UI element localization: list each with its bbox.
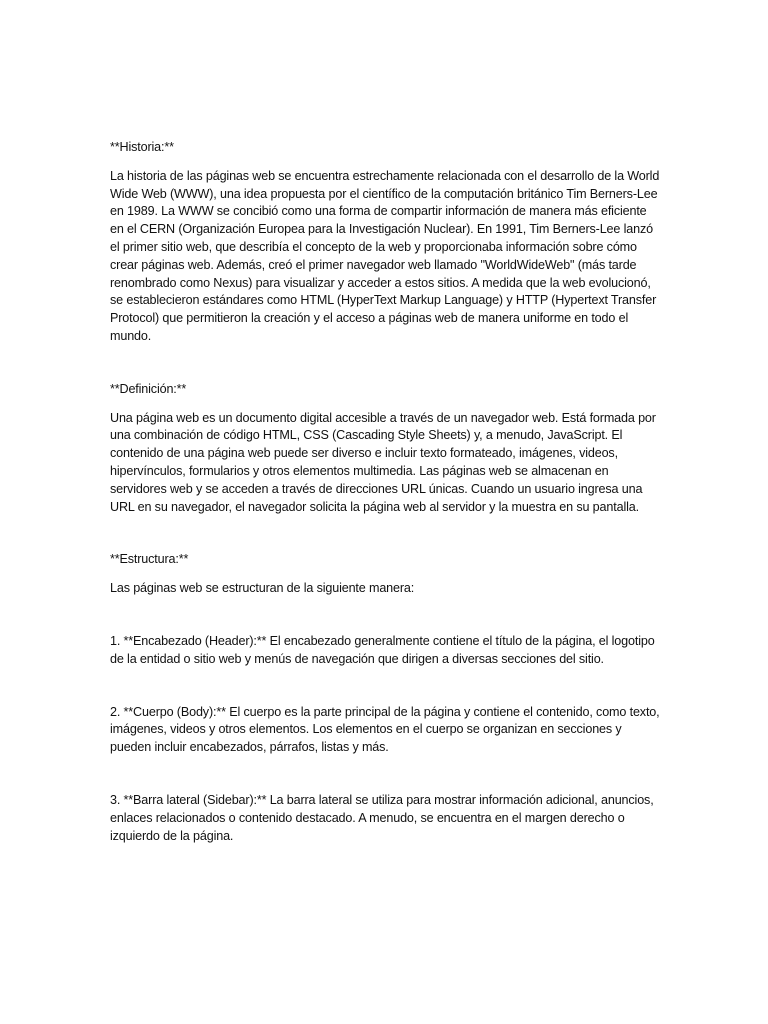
list-item-barra-lateral: 3. **Barra lateral (Sidebar):** La barra lateral se utiliza para mostrar información adicional, anuncios, enlaces relacionados o contenido destacado. A menudo, se encuentra en el margen derecho o izquierdo de la página.	[110, 792, 654, 843]
document-content	[110, 139, 662, 845]
list-item-encabezado: 1. **Encabezado (Header):** El encabezado generalmente contiene el título de la página, el logotipo de la entidad o sitio web y menús de navegación que dirigen a diversas secciones del sitio.	[110, 633, 655, 666]
paragraph-definicion: Una página web es un documento digital accesible a través de un navegador web. Está formada por una combinación de código HTML, CSS (Cascading Style Sheets) y, a menudo, JavaScript. El contenido de una página web puede ser diverso e incluir texto formateado, imágenes, videos, hipervínculos, formularios y otros elementos multimedia. Las páginas web se almacenan en servidores web y se acceden a través de direcciones URL únicas. Cuando un usuario ingresa una URL en su navegador, el navegador solicita la página web al servidor y la muestra en su pantalla.	[110, 410, 656, 514]
section-heading-estructura: **Estructura:**	[110, 552, 189, 567]
list-item-cuerpo: 2. **Cuerpo (Body):** El cuerpo es la parte principal de la página y contiene el contenido, como texto, imágenes, videos y otros elementos. Los elementos en el cuerpo se organizan en secciones y pueden incluir encabezados, párrafos, listas y más.	[110, 704, 660, 755]
section-heading-definicion: **Definición:**	[110, 381, 187, 396]
paragraph-historia: La historia de las páginas web se encuentra estrechamente relacionada con el desarrollo de la World Wide Web (WWW), una idea propuesta por el científico de la computación británico Tim Berners-Lee en 1989. La WWW se concibió como una forma de compartir información de manera más eficiente en el CERN (Organización Europea para la Investigación Nuclear). En 1991, Tim Berners-Lee lanzó el primer sitio web, que describía el concepto de la web y proporcionaba información sobre cómo crear páginas web. Además, creó el primer navegador web llamado "WorldWideWeb" (más tarde renombrado como Nexus) para visualizar y acceder a estos sitios. A medida que la web evolucionó, se establecieron estándares como HTML (HyperText Markup Language) y HTTP (Hypertext Transfer Protocol) que permitieron la creación y el acceso a páginas web de manera uniforme en todo el mundo.	[110, 168, 660, 343]
paragraph-estructura-intro: Las páginas web se estructuran de la siguiente manera:	[110, 581, 415, 596]
section-heading-historia: **Historia:**	[110, 140, 174, 154]
